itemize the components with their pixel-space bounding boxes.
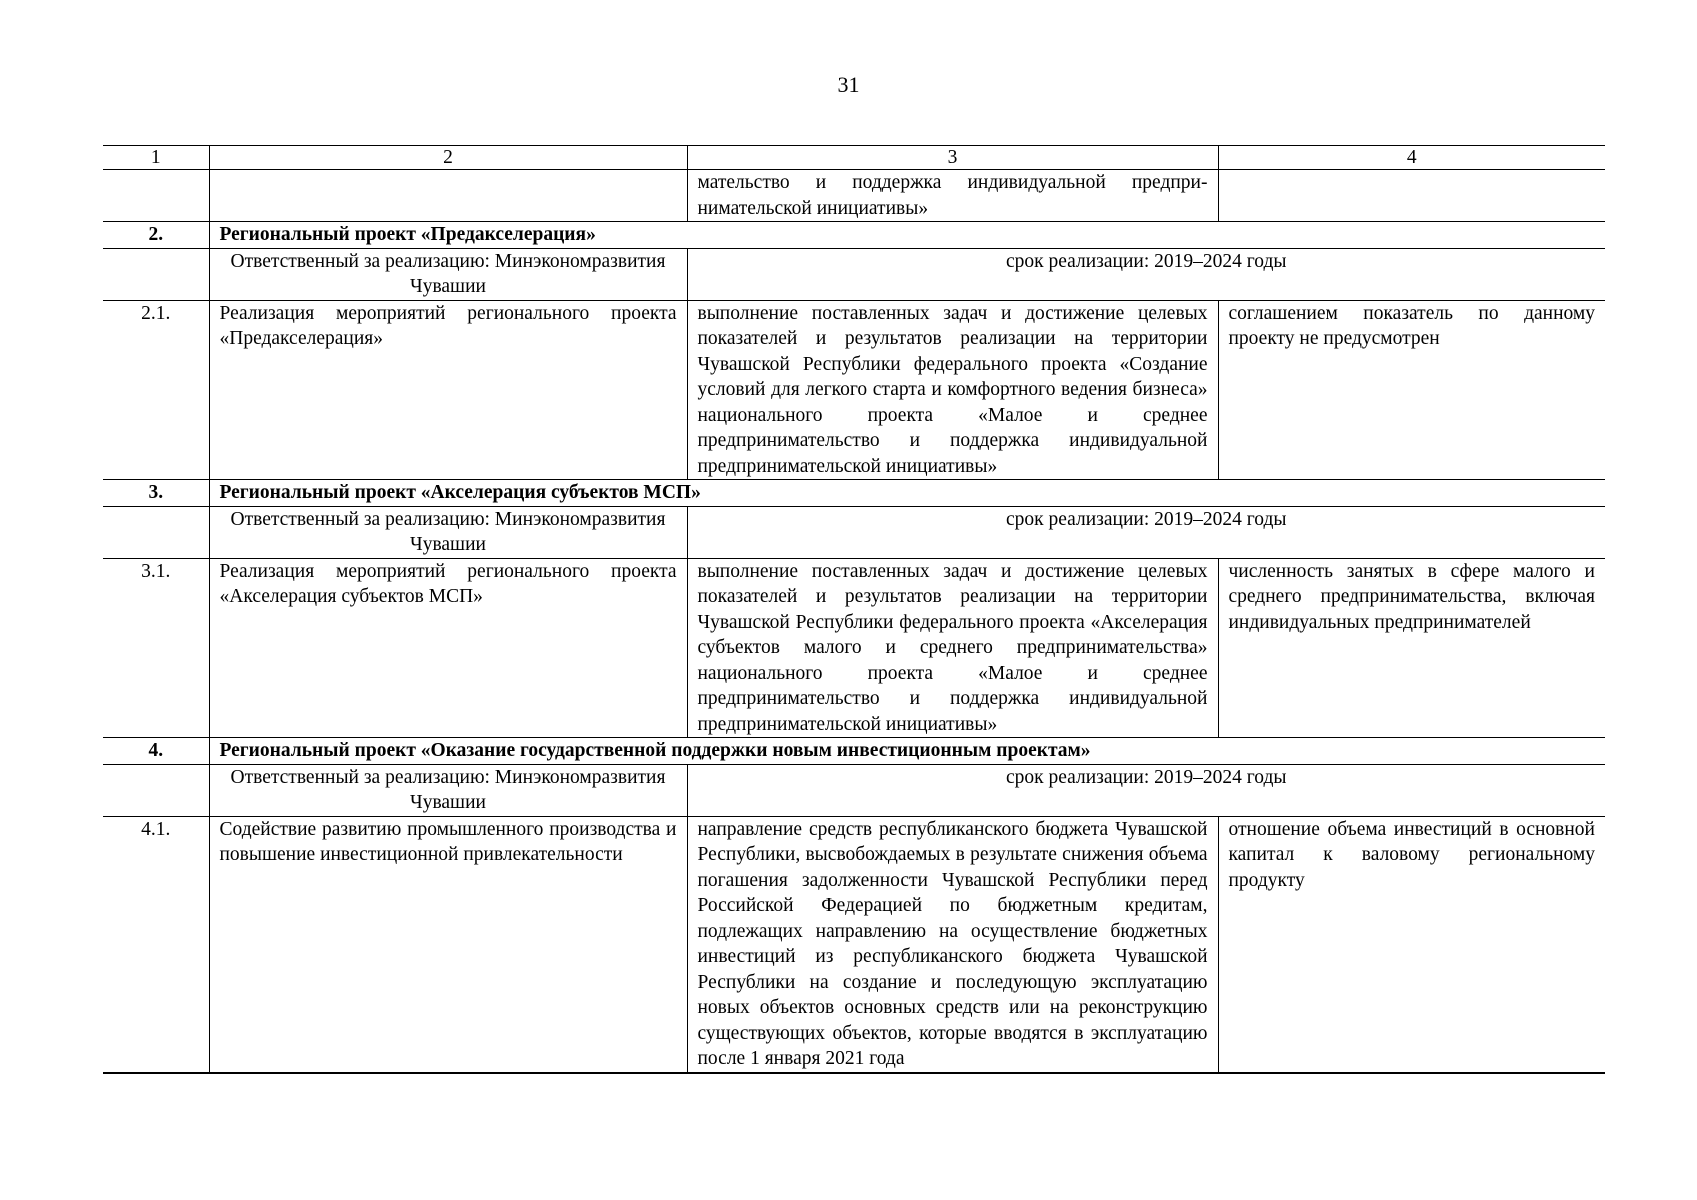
- section-header-row: [103, 738, 1605, 765]
- column-number-header: [103, 146, 1605, 170]
- empty-cell: [103, 506, 209, 558]
- item-indicator: отношение объема инвестиций в основной капитал к валовому региональному продукту: [1218, 816, 1605, 1073]
- column-number: 4: [1218, 146, 1605, 170]
- program-table: [103, 145, 1605, 1074]
- column-number: 1: [103, 146, 209, 170]
- empty-cell: [209, 170, 687, 222]
- page-number: 31: [837, 72, 860, 97]
- responsible-executor: Ответственный за реализацию: Минэкономразвития Чувашии: [209, 248, 687, 300]
- item-name: Реализация мероприятий регионального проекта «Предакселерация»: [209, 300, 687, 480]
- responsible-executor: Ответственный за реализацию: Минэкономразвития Чувашии: [209, 764, 687, 816]
- section-header-row: [103, 480, 1605, 507]
- empty-cell: [103, 248, 209, 300]
- responsibility-row: [103, 248, 1605, 300]
- implementation-term: срок реализации: 2019–2024 годы: [687, 764, 1605, 816]
- implementation-term: срок реализации: 2019–2024 годы: [687, 248, 1605, 300]
- item-description: направление средств республиканского бюджета Чувашской Республики, высвобождаемых в результате снижения объема погашения задолженности Чувашской Республики перед Российской Федерацией по бюджетным кредитам, подлежащих направлению на осуществление бюджетных инвестиций из республиканского бюджета Чувашской Республики на создание и последующую эксплуатацию новых объектов основных средств или на реконструкцию существующих объектов, которые вводятся в эксплуатацию после 1 января 2021 года: [687, 816, 1218, 1073]
- section-number: 2.: [103, 222, 209, 249]
- section-header-row: [103, 222, 1605, 249]
- section-number: 3.: [103, 480, 209, 507]
- table-row: [103, 816, 1605, 1073]
- item-description: выполнение поставленных задач и достижение целевых показателей и результатов реализации на территории Чувашской Республики федерального проекта «Акселерация субъектов малого и среднего предпринимательства» национального проекта «Малое и среднее предпринимательство и поддержка индивидуальной предпринимательской инициативы»: [687, 558, 1218, 738]
- continuation-row: [103, 170, 1605, 222]
- column-number: 2: [209, 146, 687, 170]
- implementation-term: срок реализации: 2019–2024 годы: [687, 506, 1605, 558]
- item-indicator: численность занятых в сфере малого и среднего предпринимательства, включая индивидуальных предпринимателей: [1218, 558, 1605, 738]
- responsibility-row: [103, 506, 1605, 558]
- table-row: [103, 558, 1605, 738]
- responsibility-row: [103, 764, 1605, 816]
- responsible-executor: Ответственный за реализацию: Минэкономразвития Чувашии: [209, 506, 687, 558]
- column-number: 3: [687, 146, 1218, 170]
- item-number: 2.1.: [103, 300, 209, 480]
- section-title: Региональный проект «Предакселерация»: [209, 222, 1605, 249]
- item-indicator: соглашением показатель по данному проекту не предусмотрен: [1218, 300, 1605, 480]
- empty-cell: [103, 764, 209, 816]
- empty-cell: [103, 170, 209, 222]
- section-title: Региональный проект «Акселерация субъектов МСП»: [209, 480, 1605, 507]
- item-description: выполнение поставленных задач и достижение целевых показателей и результатов реализации на территории Чувашской Республики федерального проекта «Создание условий для легкого старта и комфортного ведения бизнеса» национального проекта «Малое и среднее предпринимательство и поддержка индивидуальной предпринимательской инициативы»: [687, 300, 1218, 480]
- item-name: Содействие развитию промышленного производства и повышение инвестиционной привлекательности: [209, 816, 687, 1073]
- item-number: 4.1.: [103, 816, 209, 1073]
- section-number: 4.: [103, 738, 209, 765]
- item-name: Реализация мероприятий регионального проекта «Акселерация субъектов МСП»: [209, 558, 687, 738]
- table-row: [103, 300, 1605, 480]
- continuation-text: мательство и поддержка индивидуальной предпринимательской инициативы»: [687, 170, 1218, 222]
- empty-cell: [1218, 170, 1605, 222]
- item-number: 3.1.: [103, 558, 209, 738]
- section-title: Региональный проект «Оказание государственной поддержки новым инвестиционным проектам»: [209, 738, 1605, 765]
